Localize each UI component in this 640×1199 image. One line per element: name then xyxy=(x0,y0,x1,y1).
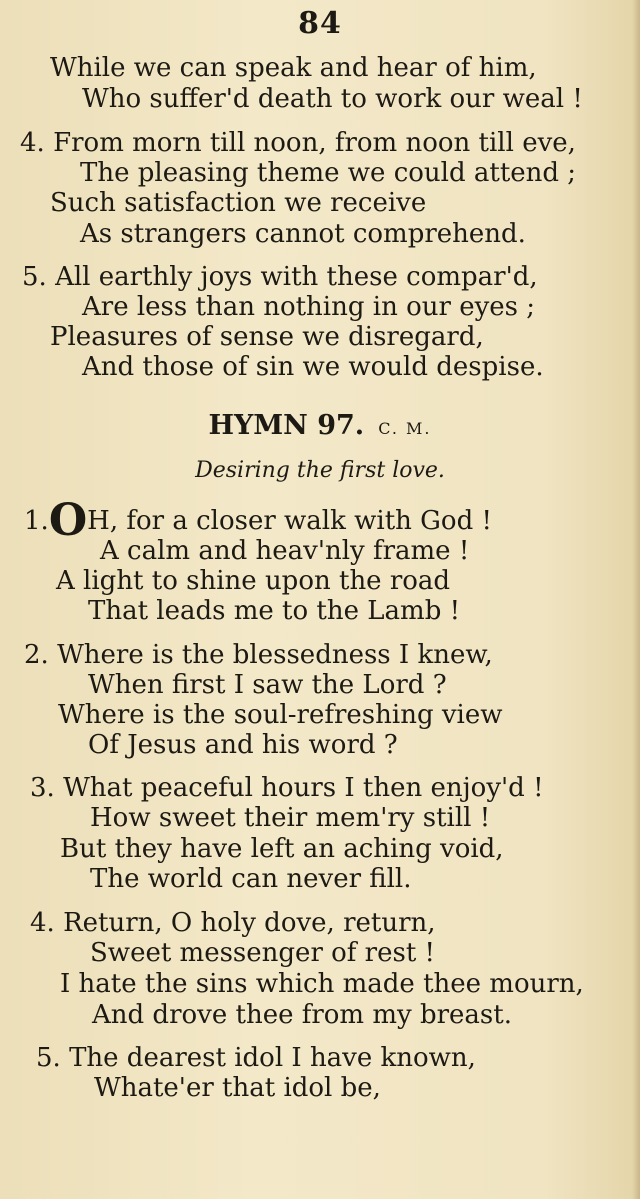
verse-line: Sweet messenger of rest ! xyxy=(90,938,435,968)
page-number: 84 xyxy=(298,6,342,41)
verse-line: Such satisfaction we receive xyxy=(50,188,427,218)
verse-line: Are less than nothing in our eyes ; xyxy=(82,292,536,322)
stanza-first-line: 4. Return, O holy dove, return, xyxy=(30,908,436,938)
drop-cap: O xyxy=(48,495,88,546)
verse-line: A calm and heav'nly frame ! xyxy=(100,536,470,566)
verse-line: The pleasing theme we could attend ; xyxy=(80,158,577,188)
verse-line: Whate'er that idol be, xyxy=(94,1073,381,1103)
verse-line: Pleasures of sense we disregard, xyxy=(50,322,484,352)
verse-line: Who suffer'd death to work our weal ! xyxy=(82,84,583,114)
verse-line: But they have left an aching void, xyxy=(60,834,504,864)
verse-line: While we can speak and hear of him, xyxy=(50,53,537,83)
stanza-first-line: 2. Where is the blessedness I knew, xyxy=(24,640,493,670)
verse-line: Where is the soul-refreshing view xyxy=(58,700,503,730)
verse-line: And drove thee from my breast. xyxy=(92,1000,512,1030)
verse-line: Of Jesus and his word ? xyxy=(88,730,398,760)
hymn-number: HYMN 97. xyxy=(208,410,365,441)
verse-line: A light to shine upon the road xyxy=(56,566,451,596)
verse-line: When first I saw the Lord ? xyxy=(88,670,447,700)
verse-line: And those of sin we would despise. xyxy=(82,352,544,382)
hymn-subtitle: Desiring the first love. xyxy=(195,458,445,483)
verse-line: How sweet their mem'ry still ! xyxy=(90,803,491,833)
page-edge-shadow xyxy=(632,0,640,1199)
verse-line: As strangers cannot comprehend. xyxy=(80,219,526,249)
hymn-meter: C. M. xyxy=(378,419,432,438)
verse-line: I hate the sins which made thee mourn, xyxy=(60,969,584,999)
stanza-first-line: 5. All earthly joys with these compar'd, xyxy=(22,262,538,292)
verse-line-rest: H, for a closer walk with God ! xyxy=(87,506,492,536)
hymn-title xyxy=(0,410,640,441)
stanza-first-line: 4. From morn till noon, from noon till eve, xyxy=(20,128,576,158)
verse-line: That leads me to the Lamb ! xyxy=(88,596,461,626)
stanza-first-line: 5. The dearest idol I have known, xyxy=(36,1043,476,1073)
verse-line: The world can never fill. xyxy=(90,864,412,894)
stanza-number: 1. xyxy=(24,506,49,536)
stanza-first-line xyxy=(24,495,492,546)
stanza-first-line: 3. What peaceful hours I then enjoy'd ! xyxy=(30,773,544,803)
